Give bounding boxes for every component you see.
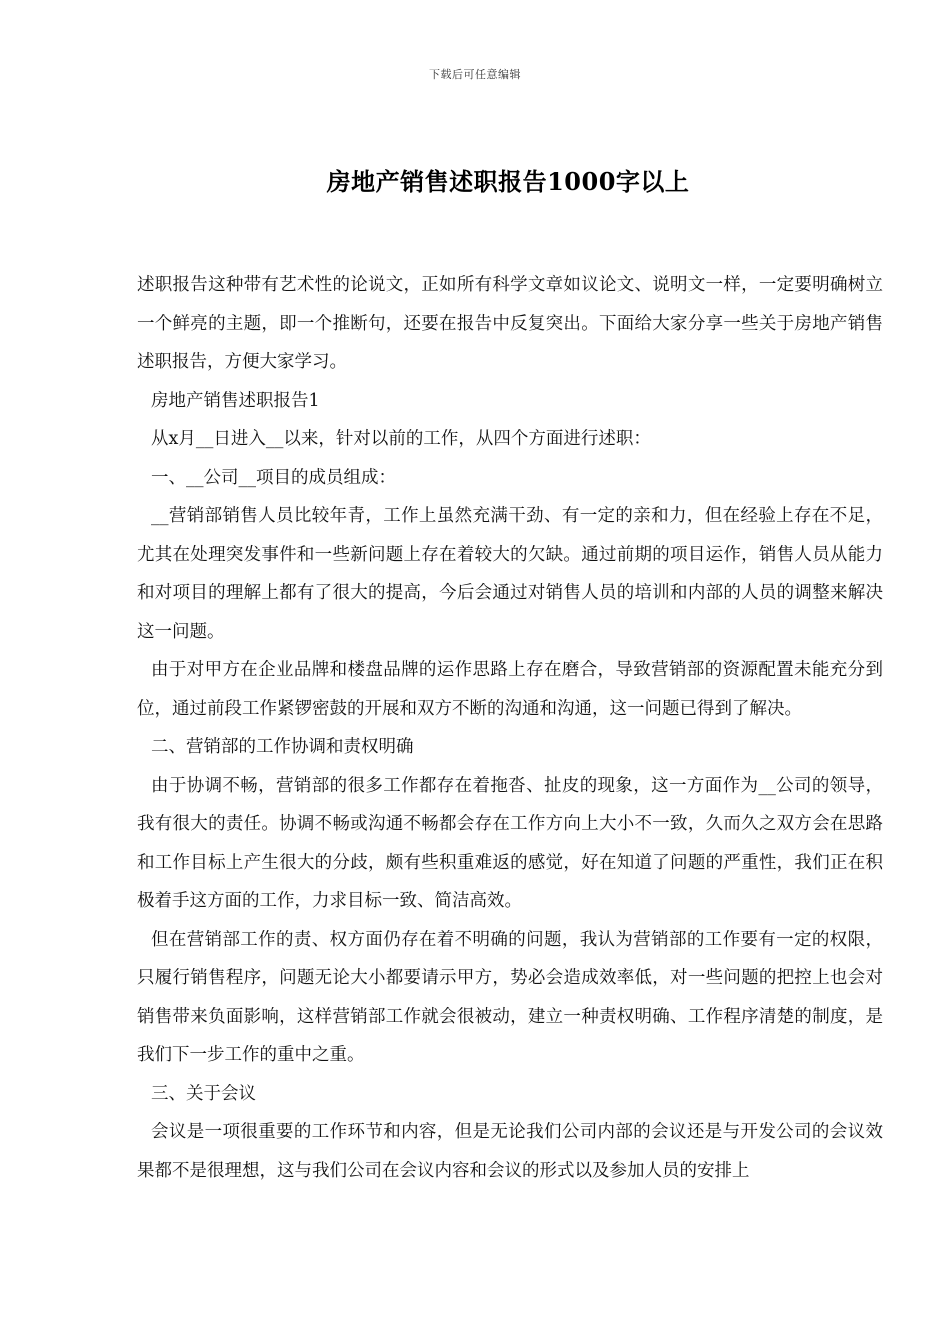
body-paragraph: 二、营销部的工作协调和责权明确 <box>151 737 414 757</box>
body-paragraph: __营销部销售人员比较年青，工作上虽然充满干劲、有一定的亲和力，但在经验上存在不足，尤其在处理突发事件和一些新问题上存在着较大的欠缺。通过前期的项目运作，销售人员从能力和对项目的理解上都有了很大的提高，今后会通过对销售人员的培训和内部的人员的调整来解决这一问题。 <box>137 506 883 642</box>
document-title: 房地产销售述职报告1000字以上 <box>326 167 690 196</box>
document-body <box>137 266 883 1190</box>
body-paragraph: 一、__公司__项目的成员组成： <box>151 467 396 488</box>
body-paragraph: 会议是一项很重要的工作环节和内容，但是无论我们公司内部的会议还是与开发公司的会议效果都不是很理想，这与我们公司在会议内容和会议的形式以及参加人员的安排上 <box>137 1122 883 1181</box>
body-paragraph: 由于对甲方在企业品牌和楼盘品牌的运作思路上存在磨合，导致营销部的资源配置未能充分到位，通过前段工作紧锣密鼓的开展和双方不断的沟通和沟通，这一问题已得到了解决。 <box>137 660 883 719</box>
body-paragraph: 从x月__日进入__以来，针对以前的工作，从四个方面进行述职： <box>151 429 651 449</box>
body-paragraph: 由于协调不畅，营销部的很多工作都存在着拖沓、扯皮的现象，这一方面作为__公司的领导，我有很大的责任。协调不畅或沟通不畅都会存在工作方向上大小不一致，久而久之双方会在思路和工作目标上产生很大的分歧，颇有些积重难返的感觉，好在知道了问题的严重性，我们正在积极着手这方面的工作，力求目标一致、简洁高效。 <box>137 775 883 911</box>
header-note: 下载后可任意编辑 <box>429 68 521 81</box>
body-paragraph: 但在营销部工作的责、权方面仍存在着不明确的问题，我认为营销部的工作要有一定的权限，只履行销售程序，问题无论大小都要请示甲方，势必会造成效率低，对一些问题的把控上也会对销售带来负面影响，这样营销部工作就会很被动，建立一种责权明确、工作程序清楚的制度，是我们下一步工作的重中之重。 <box>137 929 883 1065</box>
body-paragraph: 述职报告这种带有艺术性的论说文，正如所有科学文章如议论文、说明文一样，一定要明确树立一个鲜亮的主题，即一个推断句，还要在报告中反复突出。下面给大家分享一些关于房地产销售述职报告，方便大家学习。 <box>137 275 883 372</box>
body-paragraph: 房地产销售述职报告1 <box>151 390 320 411</box>
body-paragraph: 三、关于会议 <box>151 1083 256 1104</box>
